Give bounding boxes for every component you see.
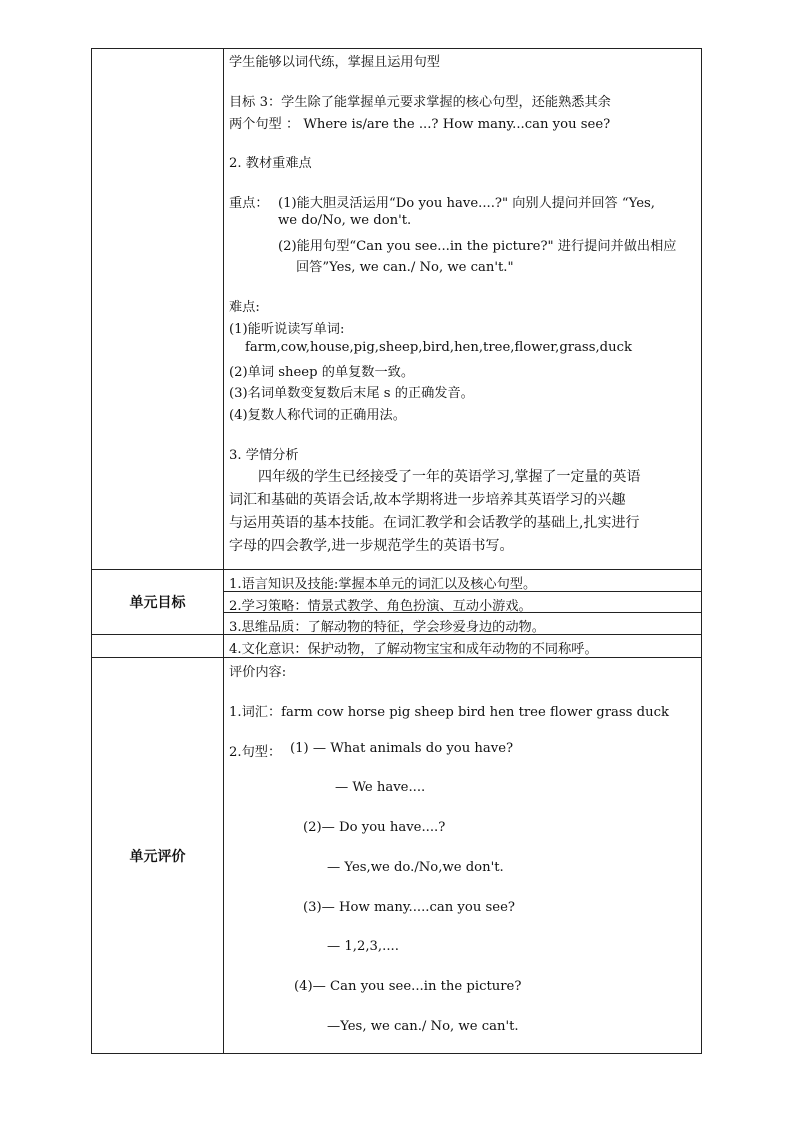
text-line: 学生能够以词代练，掌握且运用句型 <box>229 55 440 70</box>
eval-question: (2)— Do you have....? <box>303 820 446 835</box>
difficulty-line: (4)复数人称代词的正确用法。 <box>229 408 406 423</box>
eval-intro: 评价内容: <box>229 665 287 680</box>
key-label: 重点： <box>229 196 269 211</box>
unit-eval-label: 单元评价 <box>129 849 186 865</box>
difficulty-line: (1)能听说读写单词: <box>229 322 345 337</box>
analysis-line: 字母的四会教学,进一步规范学生的英语书写。 <box>229 538 514 554</box>
key-point-line: we do/No, we don't. <box>278 213 412 228</box>
analysis-line: 四年级的学生已经接受了一年的英语学习,掌握了一定量的英语 <box>258 469 641 485</box>
analysis-line: 与运用英语的基本技能。在词汇教学和会话教学的基础上,扎实进行 <box>229 515 640 531</box>
eval-question: (3)— How many.....can you see? <box>303 900 515 915</box>
eval-question: (4)— Can you see...in the picture? <box>294 979 522 994</box>
eval-question: (1) — What animals do you have? <box>290 741 514 756</box>
difficulty-words: farm,cow,house,pig,sheep,bird,hen,tree,flower,grass,duck <box>245 340 632 355</box>
eval-answer: — 1,2,3,.... <box>327 939 399 954</box>
key-point-line: (1)能大胆灵活运用“Do you have....?" 向别人提问并回答 “Yes, <box>278 196 655 211</box>
unit-goal-item: 2.学习策略：情景式教学、角色扮演、互动小游戏。 <box>229 599 532 614</box>
eval-vocab: 1.词汇：farm cow horse pig sheep bird hen tree flower grass duck <box>229 705 669 720</box>
analysis-line: 词汇和基础的英语会话,故本学期将进一步培养其英语学习的兴趣 <box>229 492 626 508</box>
eval-answer: — Yes,we do./No,we don't. <box>327 860 504 875</box>
goal3-line: 目标 3：学生除了能掌握单元要求掌握的核心句型，还能熟悉其余 <box>229 95 611 110</box>
key-point-line: (2)能用句型“Can you see...in the picture?" 进行提问并做出相应 <box>278 239 677 254</box>
row-divider-eval-top <box>92 657 701 658</box>
row-divider-goals-top <box>92 569 701 570</box>
difficulty-line: (3)名词单数变复数后末尾 s 的正确发音。 <box>229 386 474 401</box>
eval-answer: — We have.... <box>335 780 426 795</box>
goal3-line: 两个句型 ： Where is/are the ...? How many...can you see? <box>229 117 611 132</box>
unit-goal-item: 4.文化意识：保护动物，了解动物宝宝和成年动物的不同称呼。 <box>229 642 598 657</box>
key-point-line: 回答”Yes, we can./ No, we can't." <box>296 260 514 275</box>
difficulty-label: 难点: <box>229 300 260 315</box>
unit-goal-item: 1.语言知识及技能:掌握本单元的词汇以及核心句型。 <box>229 577 537 592</box>
unit-goal-item: 3.思维品质：了解动物的特征，学会珍爱身边的动物。 <box>229 620 545 635</box>
unit-goals-label: 单元目标 <box>129 595 186 611</box>
section-heading: 3. 学情分析 <box>229 448 299 463</box>
eval-pattern-label: 2.句型： <box>229 745 282 760</box>
eval-answer: —Yes, we can./ No, we can't. <box>327 1019 519 1034</box>
difficulty-line: (2)单词 sheep 的单复数一致。 <box>229 365 415 380</box>
section-heading: 2. 教材重难点 <box>229 156 312 171</box>
column-divider <box>223 49 224 1053</box>
